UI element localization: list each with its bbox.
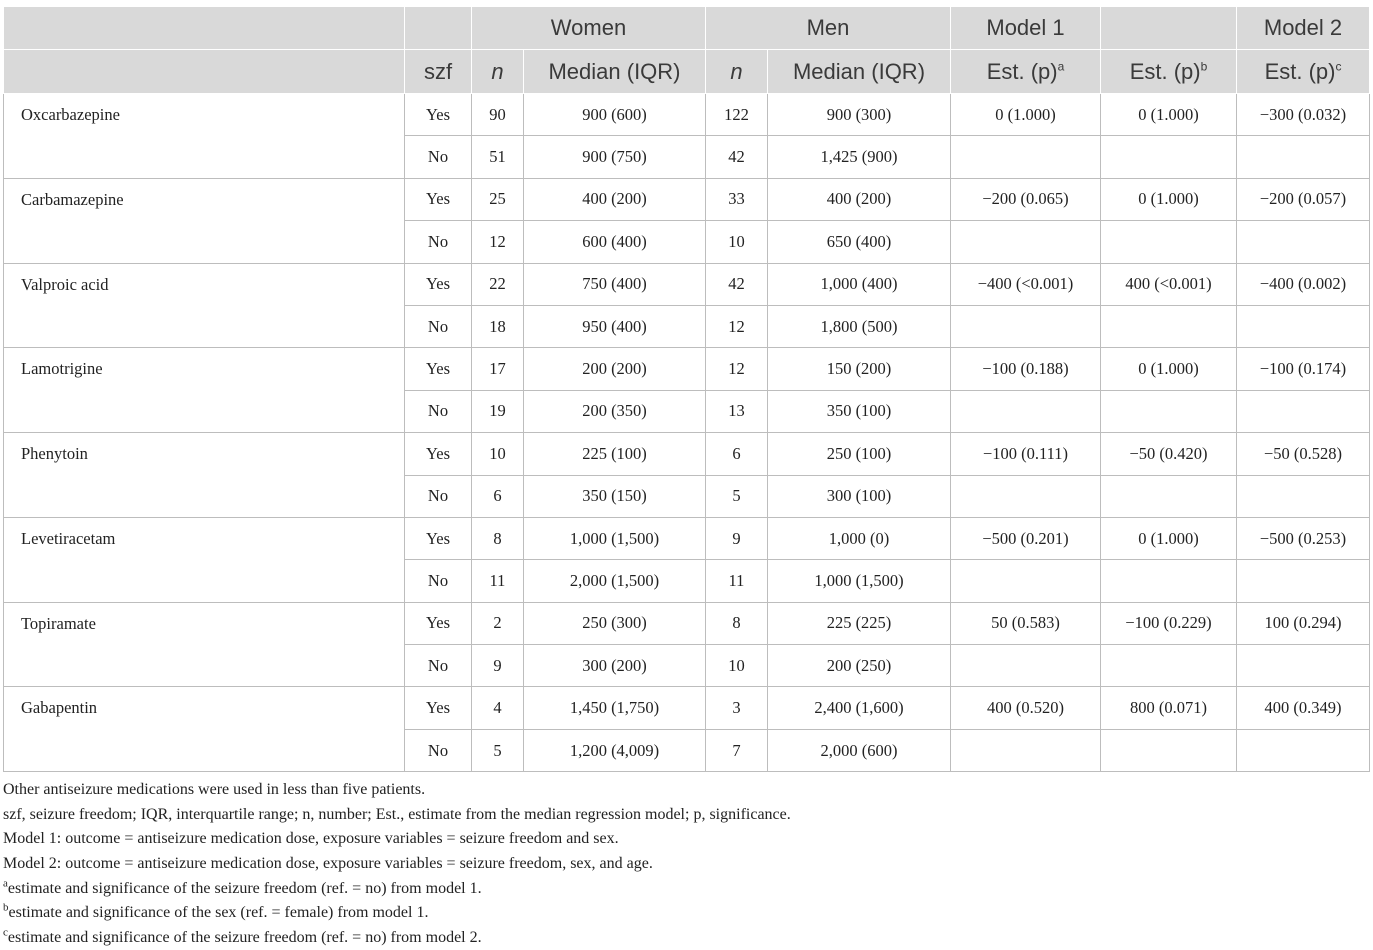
men-n-cell: 12: [706, 305, 768, 347]
men-n-cell: 7: [706, 729, 768, 771]
model1-est-b-cell: −100 (0.229): [1101, 602, 1237, 644]
women-n-cell: 90: [472, 94, 524, 136]
model1-est-b-cell: [1101, 645, 1237, 687]
men-n-cell: 8: [706, 602, 768, 644]
men-median-cell: 400 (200): [768, 178, 951, 220]
footnote-mark-a: a: [1057, 59, 1065, 74]
women-median-cell: 600 (400): [524, 221, 706, 263]
model1-est-b-cell: [1101, 560, 1237, 602]
model2-est-c-cell: −400 (0.002): [1237, 263, 1370, 305]
drug-name-cell: Gabapentin: [4, 687, 405, 772]
header-model1-est-a: [951, 50, 1101, 94]
model1-est-a-cell: −500 (0.201): [951, 517, 1101, 559]
model2-est-c-cell: −100 (0.174): [1237, 348, 1370, 390]
model1-est-a-cell: [951, 475, 1101, 517]
men-median-cell: 300 (100): [768, 475, 951, 517]
model1-est-a-cell: −100 (0.111): [951, 433, 1101, 475]
men-n-cell: 10: [706, 645, 768, 687]
model2-est-c-cell: [1237, 221, 1370, 263]
header-blank: [4, 7, 405, 50]
footnote-mark-b: b: [1200, 59, 1208, 74]
drug-name-cell: Topiramate: [4, 602, 405, 687]
model1-est-b-cell: 0 (1.000): [1101, 94, 1237, 136]
note-line: Model 2: outcome = antiseizure medication dose, exposure variables = seizure freedom, sex, and age.: [3, 855, 653, 873]
drug-name-cell: Lamotrigine: [4, 348, 405, 433]
szf-cell: No: [405, 475, 472, 517]
women-median-cell: 200 (200): [524, 348, 706, 390]
model2-est-c-cell: 400 (0.349): [1237, 687, 1370, 729]
szf-cell: Yes: [405, 687, 472, 729]
model1-est-b-cell: −50 (0.420): [1101, 433, 1237, 475]
drug-name-cell: Carbamazepine: [4, 178, 405, 263]
men-n-cell: 6: [706, 433, 768, 475]
men-n-cell: 10: [706, 221, 768, 263]
women-median-cell: 225 (100): [524, 433, 706, 475]
women-n-cell: 51: [472, 136, 524, 178]
table-header: [4, 7, 1370, 94]
header-n-label: n: [491, 58, 504, 84]
women-n-cell: 22: [472, 263, 524, 305]
model2-est-c-cell: 100 (0.294): [1237, 602, 1370, 644]
footnote-mark-c: c: [1335, 59, 1342, 74]
header-men-n: [706, 50, 768, 94]
header-women-n: [472, 50, 524, 94]
table-row: [4, 433, 1370, 475]
model2-est-c-cell: [1237, 475, 1370, 517]
men-n-cell: 42: [706, 136, 768, 178]
table-row: [4, 687, 1370, 729]
model1-est-a-cell: −200 (0.065): [951, 178, 1101, 220]
footnote-text: estimate and significance of the seizure freedom (ref. = no) from model 1.: [7, 879, 482, 897]
men-median-cell: 2,000 (600): [768, 729, 951, 771]
footnote-text: estimate and significance of the sex (ref. = female) from model 1.: [8, 904, 429, 922]
header-men: Men: [706, 7, 951, 50]
men-n-cell: 12: [706, 348, 768, 390]
men-n-cell: 5: [706, 475, 768, 517]
men-n-cell: 9: [706, 517, 768, 559]
table-row: [4, 178, 1370, 220]
men-median-cell: 225 (225): [768, 602, 951, 644]
women-n-cell: 11: [472, 560, 524, 602]
men-median-cell: 250 (100): [768, 433, 951, 475]
table-body: [4, 94, 1370, 772]
women-median-cell: 1,000 (1,500): [524, 517, 706, 559]
women-median-cell: 350 (150): [524, 475, 706, 517]
model1-est-a-cell: −100 (0.188): [951, 348, 1101, 390]
drug-name-cell: Valproic acid: [4, 263, 405, 348]
women-n-cell: 10: [472, 433, 524, 475]
men-median-cell: 2,400 (1,600): [768, 687, 951, 729]
est-label: Est. (p): [1264, 58, 1336, 84]
table-container: [3, 6, 1369, 950]
men-median-cell: 1,800 (500): [768, 305, 951, 347]
women-median-cell: 900 (600): [524, 94, 706, 136]
header-men-median: Median (IQR): [768, 50, 951, 94]
model2-est-c-cell: −200 (0.057): [1237, 178, 1370, 220]
women-median-cell: 900 (750): [524, 136, 706, 178]
men-n-cell: 122: [706, 94, 768, 136]
model1-est-b-cell: [1101, 475, 1237, 517]
model1-est-b-cell: 0 (1.000): [1101, 348, 1237, 390]
men-median-cell: 1,425 (900): [768, 136, 951, 178]
table-row: [4, 602, 1370, 644]
men-median-cell: 900 (300): [768, 94, 951, 136]
header-n-label: n: [730, 58, 743, 84]
szf-cell: No: [405, 645, 472, 687]
drug-name-cell: Oxcarbazepine: [4, 94, 405, 179]
women-median-cell: 950 (400): [524, 305, 706, 347]
men-median-cell: 150 (200): [768, 348, 951, 390]
model1-est-b-cell: 0 (1.000): [1101, 178, 1237, 220]
table-row: [4, 94, 1370, 136]
model1-est-a-cell: −400 (<0.001): [951, 263, 1101, 305]
header-women-median: Median (IQR): [524, 50, 706, 94]
model1-est-a-cell: 0 (1.000): [951, 94, 1101, 136]
footnote-text: estimate and significance of the seizure freedom (ref. = no) from model 2.: [7, 928, 482, 946]
model1-est-b-cell: [1101, 136, 1237, 178]
footnote-c: [3, 926, 1369, 950]
table-notes: [3, 778, 1369, 950]
model1-est-a-cell: [951, 645, 1101, 687]
table-row: [4, 348, 1370, 390]
women-median-cell: 250 (300): [524, 602, 706, 644]
drug-name-cell: Levetiracetam: [4, 517, 405, 602]
women-median-cell: 200 (350): [524, 390, 706, 432]
est-label: Est. (p): [1129, 58, 1201, 84]
szf-cell: No: [405, 305, 472, 347]
header-model2-est-c: [1237, 50, 1370, 94]
model1-est-a-cell: [951, 305, 1101, 347]
women-median-cell: 1,200 (4,009): [524, 729, 706, 771]
est-label: Est. (p): [986, 58, 1058, 84]
women-median-cell: 750 (400): [524, 263, 706, 305]
model2-est-c-cell: [1237, 136, 1370, 178]
women-n-cell: 17: [472, 348, 524, 390]
men-n-cell: 11: [706, 560, 768, 602]
szf-cell: No: [405, 221, 472, 263]
header-model1: Model 1: [951, 7, 1101, 50]
model1-est-b-cell: [1101, 305, 1237, 347]
szf-cell: No: [405, 560, 472, 602]
dose-table: [3, 6, 1370, 772]
women-median-cell: 1,450 (1,750): [524, 687, 706, 729]
women-n-cell: 2: [472, 602, 524, 644]
header-model2: Model 2: [1237, 7, 1370, 50]
table-row: [4, 263, 1370, 305]
men-median-cell: 650 (400): [768, 221, 951, 263]
model1-est-a-cell: 400 (0.520): [951, 687, 1101, 729]
men-median-cell: 350 (100): [768, 390, 951, 432]
men-n-cell: 13: [706, 390, 768, 432]
szf-cell: Yes: [405, 602, 472, 644]
women-n-cell: 25: [472, 178, 524, 220]
model1-est-a-cell: 50 (0.583): [951, 602, 1101, 644]
women-n-cell: 8: [472, 517, 524, 559]
men-median-cell: 200 (250): [768, 645, 951, 687]
szf-cell: Yes: [405, 263, 472, 305]
women-n-cell: 12: [472, 221, 524, 263]
szf-cell: No: [405, 729, 472, 771]
model2-est-c-cell: −50 (0.528): [1237, 433, 1370, 475]
header-women: Women: [472, 7, 706, 50]
header-blank: [405, 7, 472, 50]
model1-est-a-cell: [951, 136, 1101, 178]
model2-est-c-cell: [1237, 560, 1370, 602]
footnote-mark: c: [3, 926, 8, 939]
women-median-cell: 400 (200): [524, 178, 706, 220]
footnote-b: [3, 901, 1369, 926]
model2-est-c-cell: −300 (0.032): [1237, 94, 1370, 136]
men-n-cell: 42: [706, 263, 768, 305]
women-median-cell: 300 (200): [524, 645, 706, 687]
model1-est-a-cell: [951, 560, 1101, 602]
note-line: szf, seizure freedom; IQR, interquartile range; n, number; Est., estimate from the median regression model; p, significance.: [3, 805, 791, 823]
model1-est-b-cell: [1101, 729, 1237, 771]
model1-est-a-cell: [951, 729, 1101, 771]
szf-cell: Yes: [405, 178, 472, 220]
note-line: Model 1: outcome = antiseizure medication dose, exposure variables = seizure freedom and sex.: [3, 830, 619, 848]
women-median-cell: 2,000 (1,500): [524, 560, 706, 602]
women-n-cell: 6: [472, 475, 524, 517]
szf-cell: Yes: [405, 433, 472, 475]
model2-est-c-cell: [1237, 645, 1370, 687]
model1-est-a-cell: [951, 221, 1101, 263]
model2-est-c-cell: [1237, 390, 1370, 432]
model2-est-c-cell: [1237, 729, 1370, 771]
header-szf: szf: [405, 50, 472, 94]
szf-cell: No: [405, 136, 472, 178]
drug-name-cell: Phenytoin: [4, 433, 405, 518]
men-median-cell: 1,000 (1,500): [768, 560, 951, 602]
model1-est-a-cell: [951, 390, 1101, 432]
model1-est-b-cell: [1101, 221, 1237, 263]
women-n-cell: 4: [472, 687, 524, 729]
model1-est-b-cell: 800 (0.071): [1101, 687, 1237, 729]
model2-est-c-cell: [1237, 305, 1370, 347]
model1-est-b-cell: 400 (<0.001): [1101, 263, 1237, 305]
women-n-cell: 5: [472, 729, 524, 771]
note-line: Other antiseizure medications were used in less than five patients.: [3, 781, 426, 799]
header-blank: [4, 50, 405, 94]
header-blank: [1101, 7, 1237, 50]
footnote-mark: b: [3, 901, 9, 914]
women-n-cell: 18: [472, 305, 524, 347]
szf-cell: No: [405, 390, 472, 432]
women-n-cell: 19: [472, 390, 524, 432]
model1-est-b-cell: 0 (1.000): [1101, 517, 1237, 559]
szf-cell: Yes: [405, 94, 472, 136]
szf-cell: Yes: [405, 348, 472, 390]
men-median-cell: 1,000 (400): [768, 263, 951, 305]
men-n-cell: 3: [706, 687, 768, 729]
footnote-mark: a: [3, 877, 8, 890]
model2-est-c-cell: −500 (0.253): [1237, 517, 1370, 559]
szf-cell: Yes: [405, 517, 472, 559]
header-model1-est-b: [1101, 50, 1237, 94]
women-n-cell: 9: [472, 645, 524, 687]
men-median-cell: 1,000 (0): [768, 517, 951, 559]
footnote-a: [3, 877, 1369, 902]
men-n-cell: 33: [706, 178, 768, 220]
model1-est-b-cell: [1101, 390, 1237, 432]
table-row: [4, 517, 1370, 559]
